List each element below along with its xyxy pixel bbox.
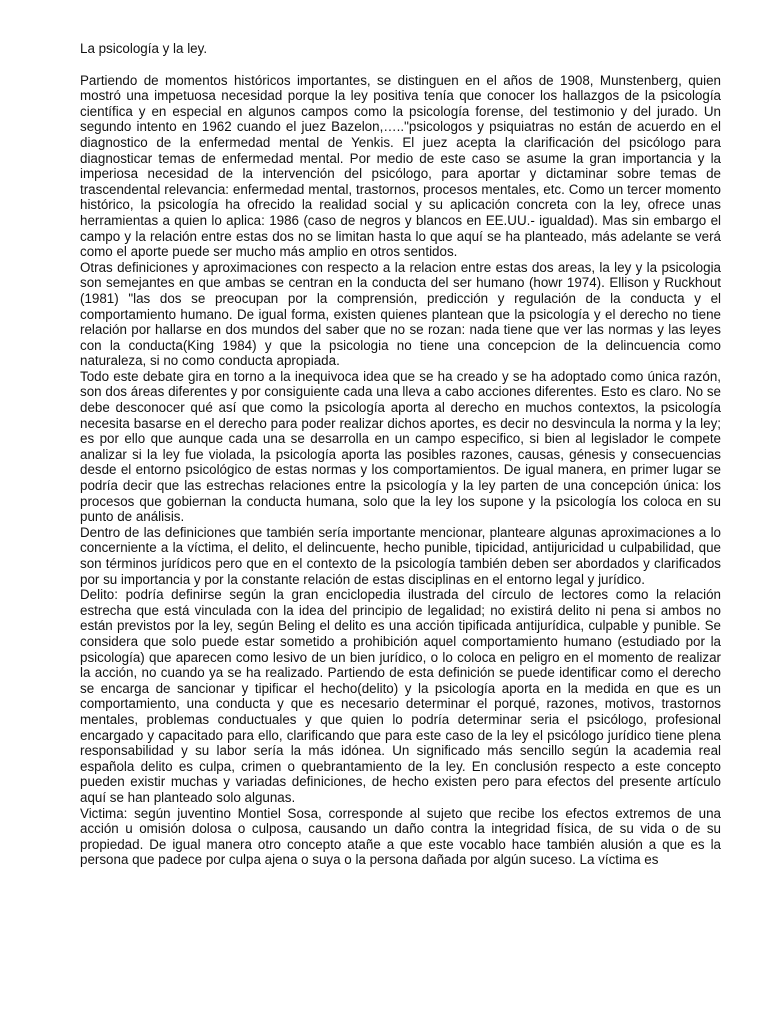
document-title: La psicología y la ley. bbox=[80, 41, 208, 56]
document-page bbox=[80, 41, 721, 868]
paragraph-delito: Delito: podría definirse según la gran enciclopedia ilustrada del círculo de lectores como la relación estrecha que está vinculada con la idea del principio de legalidad; no existirá delito ni pena si ambos no están previstos por la ley, según Beling el delito es una acción tipificada antijurídica, culpable y punible. Se considera que solo puede estar sometido a prohibición aquel comportamiento humano (estudiado por la psicología) que aparecen como lesivo de un bien jurídico, o lo coloca en peligro en el momento de realizar la acción, no cuando ya se ha realizado. Partiendo de esta definición se puede identificar como el derecho se encarga de sancionar y tipificar el hecho(delito) y la psicología aporta en la medida en que es un comportamiento, una conducta y que es necesario determinar el porqué, razones, motivos, trastornos mentales, problemas conductuales y que quien lo podría determinar seria el psicólogo, profesional encargado y capacitado para ello, clarificando que para este caso de la ley el psicólogo jurídico tiene plena responsabilidad y su labor sería la más idónea. Un significado más sencillo según la academia real española delito es culpa, crimen o quebrantamiento de la ley. En conclusión respecto a este concepto pueden existir muchas y variadas definiciones, de hecho existen pero para efectos del presente artículo aquí se han planteado solo algunas. bbox=[80, 587, 721, 805]
paragraph-legal-terms: Dentro de las definiciones que también sería importante mencionar, planteare algunas aproximaciones a lo concerniente a la víctima, el delito, el delincuente, hecho punible, tipicidad, antijuricidad u culpabilidad, que son términos jurídicos pero que en el contexto de la psicología también deben ser abordados y clarificados por su importancia y por la constante relación de estas disciplinas en el entorno legal y jurídico. bbox=[80, 524, 721, 587]
paragraph-victima: Victima: según juventino Montiel Sosa, corresponde al sujeto que recibe los efectos extremos de una acción u omisión dolosa o culposa, causando un daño contra la integridad física, de su vida o de su propiedad. De igual manera otro concepto atañe a que este vocablo hace también alusión a que es la persona que padece por culpa ajena o suya o la persona dañada por algún suceso. La víctima es bbox=[80, 805, 721, 868]
paragraph-debate: Todo este debate gira en torno a la inequivoca idea que se ha creado y se ha adoptado como única razón, son dos áreas diferentes y por consiguiente cada una lleva a cabo acciones diferentes. Esto es claro. No se debe desconocer qué así que como la psicología aporta al derecho en muchos contextos, la psicología necesita basarse en el derecho para poder realizar dichos aportes, es decir no desvincula la norma y la ley; es por ello que aunque cada una se desarrolla en un campo especifico, si bien al legislador le compete analizar si la ley fue violada, la psicología aporta las posibles razones, causas, génesis y consecuencias desde el entorno psicológico de estas normas y los comportamientos. De igual manera, en primer lugar se podría decir que las estrechas relaciones entre la psicología y la ley parten de una concepción única: los procesos que gobiernan la conducta humana, solo que la ley los supone y la psicología los coloca en su punto de análisis. bbox=[80, 368, 721, 525]
paragraph-definitions: Otras definiciones y aproximaciones con respecto a la relacion entre estas dos areas, la ley y la psicologia son semejantes en que ambas se centran en la conducta del ser humano (howr 1974). Ellison y Ruckhout (1981) "las dos se preocupan por la comprensión, predicción y regulación de la conducta y el comportamiento humano. De igual forma, existen quienes plantean que la psicología y el derecho no tiene relación por hallarse en dos mundos del saber que no se rozan: nada tiene que ver las normas y las leyes con la conducta(King 1984) y que la psicologia no tiene una concepcion de la delincuencia como naturaleza, si no como conducta apropiada. bbox=[80, 259, 721, 369]
paragraph-history: Partiendo de momentos históricos importantes, se distinguen en el años de 1908, Munstenberg, quien mostró una impetuosa necesidad porque la ley positiva tenía que conocer los hallazgos de la psicología científica y en especial en algunos campos como la psicología forense, del testimonio y del jurado. Un segundo intento en 1962 cuando el juez Bazelon,….."psicologos y psiquiatras no están de acuerdo en el diagnostico de la enfermedad mental de Yenkis. El juez acepta la clarificación del psicólogo para diagnosticar temas de enfermedad mental. Por medio de este caso se asume la gran importancia y la imperiosa necesidad de la intervención del psicólogo, para aportar y dictaminar sobre temas de trascendental relevancia: enfermedad mental, trastornos, procesos mentales, etc. Como un tercer momento histórico, la psicología ha ofrecido la realidad social y su aplicación concreta con la ley, ofrece unas herramientas a quien lo aplica: 1986 (caso de negros y blancos en EE.UU.- igualdad). Mas sin embargo el campo y la relación entre estas dos no se limitan hasta lo que aquí se ha planteado, más adelante se verá como el aporte puede ser mucho más amplio en otros sentidos. bbox=[80, 72, 721, 260]
